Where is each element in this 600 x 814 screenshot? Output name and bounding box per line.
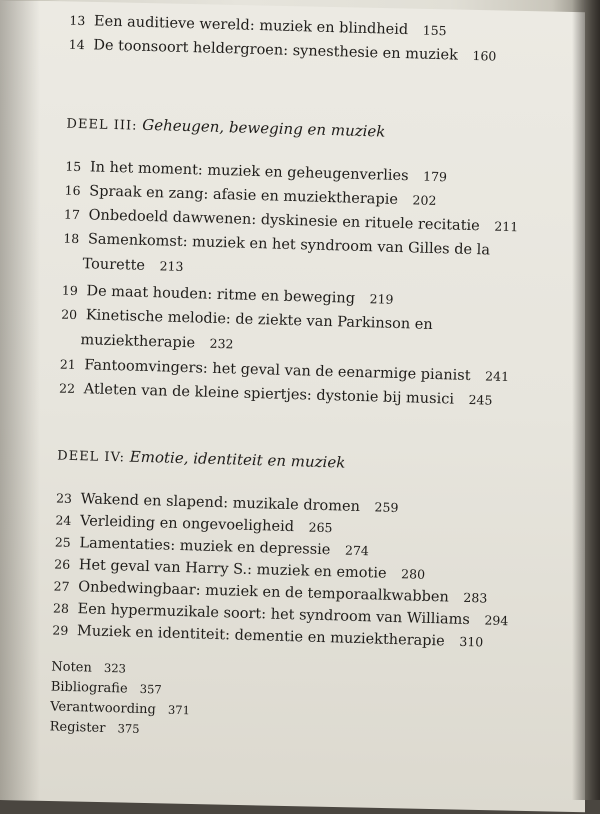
- toc-entry: [64, 184, 436, 209]
- back-matter-page: 357: [139, 681, 162, 697]
- back-matter-entry: [50, 699, 190, 718]
- chapter-page: 219: [369, 291, 394, 307]
- chapter-page: 259: [374, 499, 399, 516]
- toc-entry: [61, 308, 433, 333]
- toc-entry: [60, 358, 510, 385]
- chapter-number: 14: [68, 36, 85, 53]
- chapter-number: 24: [55, 512, 72, 528]
- chapter-number: 29: [52, 622, 69, 638]
- section-heading: [57, 446, 345, 472]
- chapter-page: 241: [484, 368, 510, 385]
- chapter-number: 15: [65, 158, 82, 175]
- chapter-title: Wakend en slapend: muzikale dromen: [80, 491, 361, 516]
- chapter-title: Spraak en zang: afasie en muziektherapie: [89, 183, 399, 208]
- back-matter-title: Noten: [51, 659, 93, 676]
- chapter-title: Fantoomvingers: het geval van de eenarmige pianist: [84, 357, 471, 385]
- chapter-page: 213: [159, 258, 184, 274]
- chapter-number: 22: [58, 380, 76, 397]
- chapter-page: 274: [344, 542, 370, 559]
- section-label: DEEL IV:: [57, 448, 126, 466]
- chapter-title-continued: Tourette: [82, 256, 146, 274]
- back-matter-title: Bibliografie: [50, 679, 128, 697]
- chapter-number: 23: [55, 490, 73, 506]
- toc-entry: [62, 284, 394, 308]
- toc-entry: [59, 382, 493, 409]
- chapter-number: 13: [69, 12, 86, 29]
- toc-entry-continuation: [80, 332, 233, 352]
- chapter-title: Atleten van de kleine spiertjes: dystonie bij musici: [83, 381, 455, 408]
- toc-entry: [65, 160, 447, 185]
- chapter-number: 19: [61, 282, 79, 299]
- chapter-page: 280: [400, 566, 426, 582]
- chapter-page: 211: [494, 218, 519, 235]
- chapter-number: 17: [63, 206, 81, 223]
- toc-entry: [55, 536, 369, 559]
- chapter-page: 155: [422, 22, 447, 39]
- chapter-page: 265: [308, 519, 333, 536]
- back-matter-page: 371: [167, 702, 191, 718]
- back-matter-title: Register: [49, 719, 106, 736]
- chapter-title-continued: muziektherapie: [80, 332, 196, 352]
- chapter-page: 202: [412, 192, 437, 209]
- toc-entry: [55, 514, 332, 536]
- section-title: Emotie, identiteit en muziek: [129, 447, 346, 472]
- chapter-number: 27: [53, 578, 70, 594]
- toc-entry: [64, 208, 519, 235]
- chapter-number: 21: [59, 356, 76, 373]
- chapter-title: Muziek en identiteit: dementie en muziektherapie: [76, 623, 445, 650]
- page-edge-shadow: [572, 0, 600, 800]
- chapter-number: 20: [61, 306, 78, 323]
- toc-entry: [69, 38, 497, 64]
- chapter-title: De toonsoort heldergroen: synesthesie en muziek: [93, 37, 459, 64]
- chapter-title: Een auditieve wereld: muziek en blindheid: [93, 13, 409, 39]
- chapter-number: 28: [52, 600, 70, 616]
- chapter-title: Verleiding en ongevoeligheid: [79, 513, 295, 536]
- chapter-title: Onbedoeld dawwenen: dyskinesie en rituele recitatie: [88, 207, 480, 235]
- back-matter-title: Verantwoording: [50, 699, 157, 718]
- back-matter-entry: [49, 719, 139, 737]
- chapter-number: 18: [63, 230, 80, 247]
- chapter-page: 245: [468, 392, 493, 408]
- chapter-title: Samenkomst: muziek en het syndroom van Gilles de la: [87, 231, 491, 259]
- chapter-page: 232: [209, 335, 234, 352]
- chapter-page: 294: [484, 612, 509, 629]
- chapter-number: 26: [54, 556, 71, 572]
- section-title: Geheugen, beweging en muziek: [142, 115, 386, 141]
- chapter-title: Een hypermuzikale soort: het syndroom van Williams: [77, 601, 471, 629]
- chapter-title: De maat houden: ritme en beweging: [86, 283, 356, 307]
- back-matter-entry: [51, 679, 162, 697]
- toc-entry: [63, 232, 490, 258]
- chapter-title: Kinetische melodie: de ziekte van Parkinson en: [85, 307, 433, 333]
- chapter-page: 179: [422, 168, 448, 185]
- toc-entry: [56, 492, 399, 516]
- chapter-page: 160: [472, 47, 497, 64]
- section-label: DEEL III:: [66, 116, 138, 134]
- toc-entry: [54, 558, 425, 583]
- section-heading: [66, 114, 385, 141]
- chapter-title: Onbedwingbaar: muziek en de temporaalkwabben: [77, 579, 450, 606]
- toc-entry: [52, 623, 483, 650]
- chapter-title: In het moment: muziek en geheugenverlies: [89, 159, 409, 185]
- chapter-title: Het geval van Harry S.: muziek en emotie: [78, 557, 387, 582]
- chapter-page: 283: [463, 589, 488, 606]
- back-matter-page: 323: [103, 660, 127, 676]
- toc-entry-continuation: [82, 256, 183, 275]
- chapter-number: 25: [54, 534, 71, 550]
- chapter-title: Lamentaties: muziek en depressie: [79, 535, 331, 559]
- toc-entry: [69, 14, 447, 39]
- chapter-number: 16: [64, 182, 81, 199]
- chapter-page: 310: [459, 633, 484, 650]
- back-matter-page: 375: [117, 721, 140, 736]
- back-matter-entry: [51, 659, 126, 676]
